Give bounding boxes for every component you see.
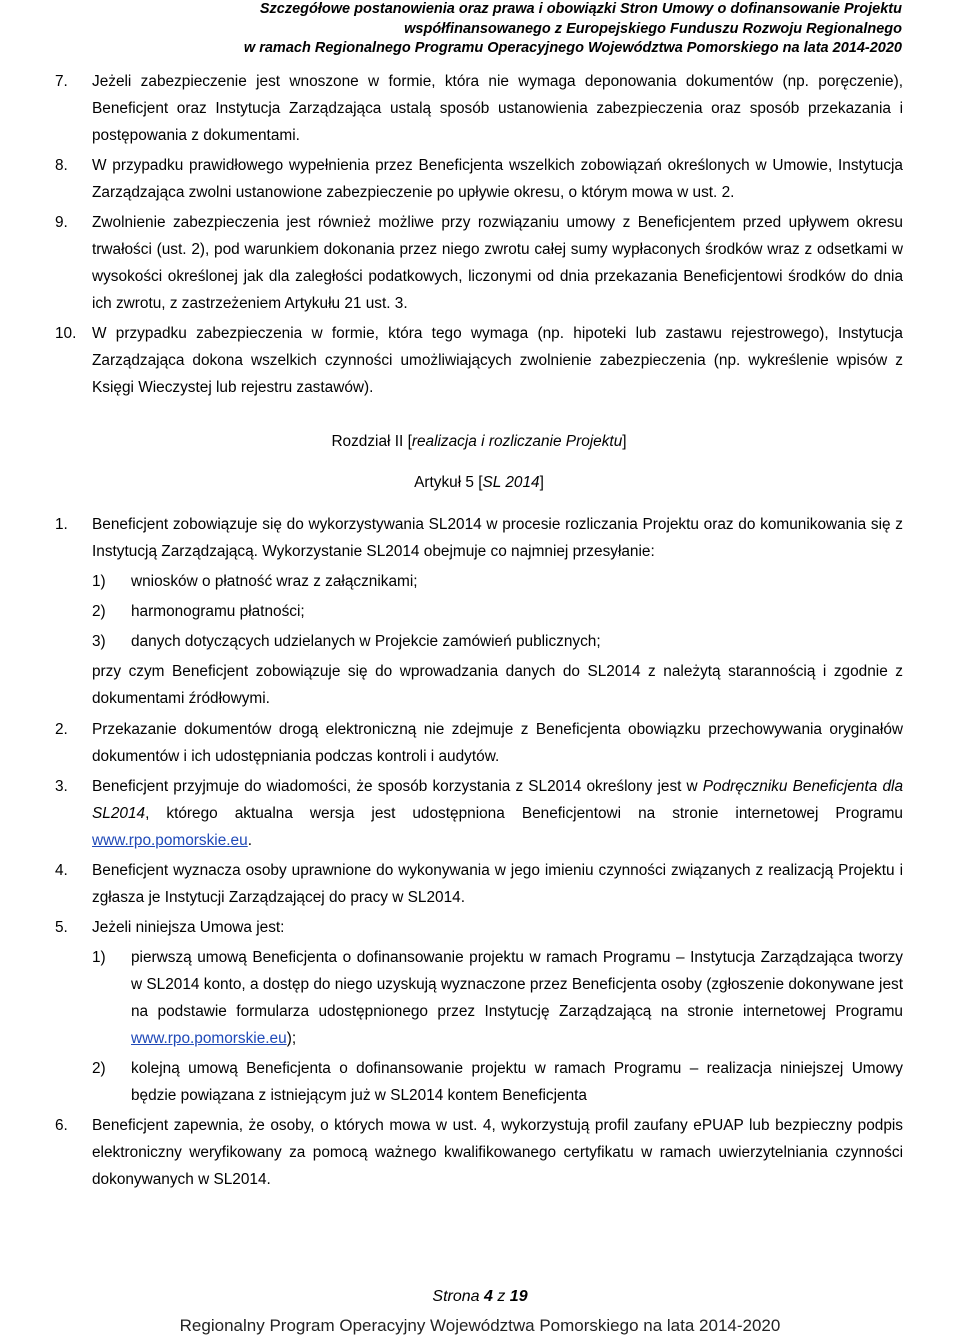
list-item xyxy=(55,209,903,317)
item-number: 6. xyxy=(55,1117,68,1134)
list-item xyxy=(55,1112,903,1193)
item-number: 1. xyxy=(55,516,68,533)
list-item xyxy=(55,716,903,770)
program-website-link[interactable]: www.rpo.pomorskie.eu xyxy=(92,832,248,849)
item-text: Jeżeli niniejsza Umowa jest: xyxy=(92,919,285,936)
sub-list-item xyxy=(55,598,903,625)
item-text: Przekazanie dokumentów drogą elektroniczną nie zdejmuje z Beneficjenta obowiązku przechowywania oryginałów dokumentów i ich udostępniania podczas kontroli i audytów. xyxy=(92,721,903,765)
item-number: 7. xyxy=(55,73,68,90)
list-item xyxy=(55,773,903,854)
item-number: 8. xyxy=(55,157,68,174)
item-number: 9. xyxy=(55,214,68,231)
header-line-1: Szczegółowe postanowienia oraz prawa i obowiązki Stron Umowy o dofinansowanie Projektu xyxy=(259,1,902,17)
item-text: Beneficjent zapewnia, że osoby, o których mowa w ust. 4, wykorzystują profil zaufany ePUAP lub bezpieczny podpis elektroniczny weryfikowany za pomocą ważnego kwalifikowanego certyfikatu w ramach uwierzytelniania czynności dokonywanych w SL2014. xyxy=(92,1117,903,1188)
document-body xyxy=(55,68,903,1196)
list-item xyxy=(55,152,903,206)
item-text: Jeżeli zabezpieczenie jest wnoszone w formie, która nie wymaga deponowania dokumentów (np. poręczenie), Beneficjent oraz Instytucja Zarządzająca ustalą sposób ustanowienia zabezpieczenia oraz sposób przekazania i postępowania z dokumentami. xyxy=(92,73,903,144)
sub-item-number: 2) xyxy=(92,1060,106,1077)
chapter-heading: Rozdział II [realizacja i rozliczanie Projektu] xyxy=(331,433,627,450)
sub-item-number: 2) xyxy=(92,603,106,620)
list-item xyxy=(55,68,903,149)
item-number: 5. xyxy=(55,919,68,936)
item-text: Beneficjent wyznacza osoby uprawnione do wykonywania w jego imieniu czynności związanych z realizacją Projektu i zgłasza je Instytucji Zarządzającej do pracy w SL2014. xyxy=(92,862,903,906)
sub-item-text: pierwszą umową Beneficjenta o dofinansowanie projektu w ramach Programu – Instytucja Zarządzająca tworzy w SL2014 konto, a dostęp do niego uzyskują wyznaczone przez Beneficjenta osoby (zgłoszenie dokonywane jest na podstawie formularza udostępnionego przez Instytucję Zarządzającą na stronie internetowej Programu www.rpo.pomorskie.eu); xyxy=(131,949,903,1047)
sub-item-text: wniosków o płatność wraz z załącznikami; xyxy=(131,573,418,590)
item-text: Beneficjent zobowiązuje się do wykorzystywania SL2014 w procesie rozliczania Projektu oraz do komunikowania się z Instytucją Zarządzającą. Wykorzystanie SL2014 obejmuje co najmniej przesyłanie: xyxy=(92,516,903,560)
item-text: Beneficjent przyjmuje do wiadomości, że sposób korzystania z SL2014 określony jest w Podręczniku Beneficjenta dla SL2014, którego aktualna wersja jest udostępniona Beneficjentowi na stronie internetowej Programu www.rpo.pomorskie.eu. xyxy=(92,778,903,849)
sub-item-text: harmonogramu płatności; xyxy=(131,603,305,620)
sub-item-number: 1) xyxy=(92,949,106,966)
article-heading: Artykuł 5 [SL 2014] xyxy=(414,474,544,491)
header-line-2: współfinansowanego z Europejskiego Funduszu Rozwoju Regionalnego xyxy=(404,20,902,37)
program-website-link[interactable]: www.rpo.pomorskie.eu xyxy=(131,1030,287,1047)
sub-item-text: kolejną umową Beneficjenta o dofinansowanie projektu w ramach Programu – realizacja niniejszej Umowy będzie powiązana z istniejącym już w SL2014 kontem Beneficjenta xyxy=(131,1060,903,1104)
sub-item-number: 1) xyxy=(92,573,106,590)
list-item xyxy=(55,511,903,565)
list-item xyxy=(55,857,903,911)
footer-program-name: Regionalny Program Operacyjny Województwa Pomorskiego na lata 2014-2020 xyxy=(179,1316,781,1335)
item-number: 4. xyxy=(55,862,68,879)
sub-list-item xyxy=(55,1055,903,1109)
sub-list-item xyxy=(55,628,903,655)
item-text: W przypadku prawidłowego wypełnienia przez Beneficjenta wszelkich zobowiązań określonych w Umowie, Instytucja Zarządzająca zwolni ustanowione zabezpieczenie po upływie okresu, o którym mowa w ust. 2. xyxy=(92,157,903,201)
page-number: Strona 4 z 19 xyxy=(432,1288,528,1305)
sub-item-number: 3) xyxy=(92,633,106,650)
sub-list-item xyxy=(55,944,903,1052)
item-number: 3. xyxy=(55,778,68,795)
sub-list-item xyxy=(55,568,903,595)
sub-item-text: danych dotyczących udzielanych w Projekcie zamówień publicznych; xyxy=(131,633,601,650)
page-header xyxy=(42,0,902,59)
item-text: Zwolnienie zabezpieczenia jest również możliwe przy rozwiązaniu umowy z Beneficjentem przed upływem okresu trwałości (ust. 2), pod warunkiem dokonania przez niego zwrotu całej sumy wypłaconych środków wraz z odsetkami w wysokości określonej jak dla zaległości podatkowych, liczonymi od dnia przekazania Beneficjentowi środków do dnia ich zwrotu, z zastrzeżeniem Artykułu 21 ust. 3. xyxy=(92,214,903,312)
list-item xyxy=(55,914,903,941)
header-line-3: w ramach Regionalnego Programu Operacyjnego Województwa Pomorskiego na lata 2014-2020 xyxy=(243,40,902,56)
item-continuation: przy czym Beneficjent zobowiązuje się do wprowadzania danych do SL2014 z należytą starannością i zgodnie z dokumentami źródłowymi. xyxy=(92,663,903,707)
item-number: 2. xyxy=(55,721,68,738)
item-number: 10. xyxy=(55,325,77,342)
item-text: W przypadku zabezpieczenia w formie, która tego wymaga (np. hipoteki lub zastawu rejestrowego), Instytucja Zarządzająca dokona wszelkich czynności umożliwiających zwolnienie zabezpieczenia (np. wykreślenie wpisów z Księgi Wieczystej lub rejestru zastawów). xyxy=(92,325,903,396)
list-item xyxy=(55,320,903,401)
